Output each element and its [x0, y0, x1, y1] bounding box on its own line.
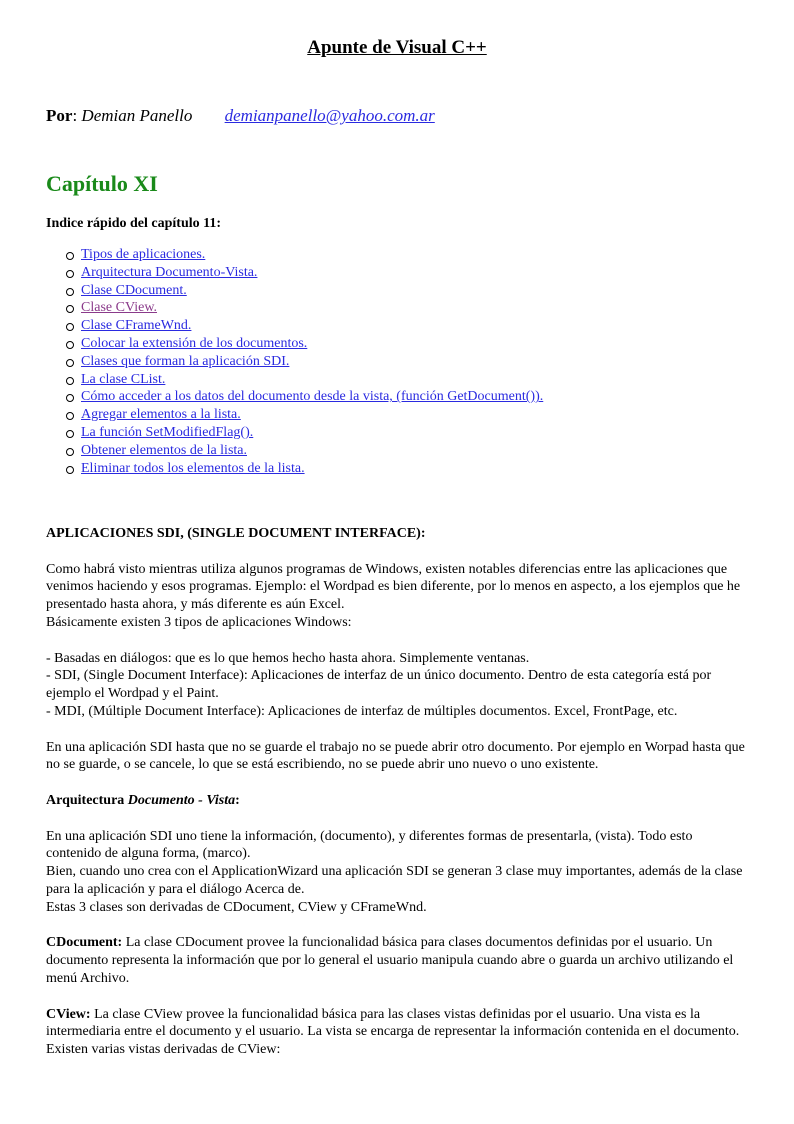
section-heading-sdi: APLICACIONES SDI, (SINGLE DOCUMENT INTERFACE):	[46, 526, 426, 541]
term-cview: CView:	[46, 1006, 91, 1022]
paragraph-line: Como habrá visto mientras utiliza algunos programas de Windows, existen notables diferencias entre las aplicaciones que	[46, 561, 728, 577]
author-separator: :	[72, 106, 78, 125]
toc-link-tipos-aplicaciones[interactable]: Tipos de aplicaciones.	[81, 247, 206, 262]
heading-italic: Documento - Vista	[127, 792, 236, 808]
toc-link-extension[interactable]: Colocar la extensión de los documentos.	[81, 335, 308, 351]
toc-link-cdocument[interactable]: Clase CDocument.	[81, 282, 187, 298]
toc-link-getdocument[interactable]: Cómo acceder a los datos del documento desde la vista, (función GetDocument()).	[81, 389, 544, 405]
paragraph-line: no se guarde, o se cancele, lo que se está escribiendo, no se puede abrir uno nuevo o uno existente.	[46, 757, 599, 773]
toc-item	[46, 246, 543, 264]
page-title: Apunte de Visual C++	[307, 37, 487, 58]
toc-item	[46, 424, 543, 442]
cdocument-text: La clase CDocument provee la funcionalidad básica para clases documentos definidas por el usuario. Un	[122, 935, 713, 951]
toc-item	[46, 442, 543, 460]
toc-item	[46, 282, 543, 300]
paragraph-line: para la aplicación y para el diálogo Acerca de.	[46, 881, 305, 897]
toc-item	[46, 388, 543, 406]
paragraph-line: Existen varias vistas derivadas de CView:	[46, 1042, 281, 1058]
toc-item	[46, 335, 543, 353]
toc-item	[46, 264, 543, 282]
paragraph-line: presentado hasta ahora, y más diferente es aún Excel.	[46, 597, 345, 613]
heading-suffix: :	[235, 792, 240, 808]
paragraph-line: venimos haciendo y esos programas. Ejemplo: el Wordpad es bien diferente, por lo menos en aspecto, a los ejemplos que he	[46, 579, 741, 595]
toc-link-cview[interactable]: Clase CView.	[81, 300, 158, 316]
table-of-contents	[46, 246, 543, 477]
toc-item	[46, 299, 543, 317]
paragraph-line: Básicamente existen 3 tipos de aplicaciones Windows:	[46, 614, 352, 630]
paragraph-line: - SDI, (Single Document Interface): Aplicaciones de interfaz de un único documento. Dentro de esta categoría está por	[46, 668, 712, 684]
toc-link-clases-sdi[interactable]: Clases que forman la aplicación SDI.	[81, 353, 290, 369]
toc-link-arquitectura[interactable]: Arquitectura Documento-Vista.	[81, 264, 258, 280]
toc-item	[46, 406, 543, 424]
paragraph-line	[46, 1006, 758, 1024]
paragraph-line: En una aplicación SDI uno tiene la información, (documento), y diferentes formas de presentarla, (vista). Todo esto	[46, 828, 693, 844]
author-name: Demian Panello	[81, 106, 193, 125]
heading-prefix: Arquitectura	[46, 792, 128, 808]
paragraph-line: contenido de alguna forma, (marco).	[46, 846, 251, 862]
paragraph-line: ejemplo el Wordpad y el Paint.	[46, 686, 219, 702]
toc-item	[46, 317, 543, 335]
author-email-link[interactable]: demianpanello@yahoo.com.ar	[224, 106, 435, 125]
cview-text: La clase CView provee la funcionalidad básica para las clases vistas definidas por el usuario. Una vista es la	[90, 1006, 701, 1022]
paragraph-line: Estas 3 clases son derivadas de CDocument, CView y CFrameWnd.	[46, 899, 427, 915]
paragraph-line: En una aplicación SDI hasta que no se guarde el trabajo no se puede abrir otro documento. Por ejemplo en Worpad hasta que	[46, 739, 745, 755]
document-body	[46, 525, 758, 1059]
toc-item	[46, 371, 543, 389]
toc-link-eliminar[interactable]: Eliminar todos los elementos de la lista.	[81, 460, 305, 476]
term-cdocument: CDocument:	[46, 935, 123, 951]
paragraph-line: menú Archivo.	[46, 970, 130, 986]
paragraph-line: - MDI, (Múltiple Document Interface): Aplicaciones de interfaz de múltiples documentos. Excel, FrontPage, etc.	[46, 703, 678, 719]
index-title: Indice rápido del capítulo 11:	[46, 216, 222, 231]
toc-item	[46, 353, 543, 371]
toc-link-obtener[interactable]: Obtener elementos de la lista.	[81, 442, 247, 458]
toc-link-clist[interactable]: La clase CList.	[81, 371, 166, 387]
toc-item	[46, 460, 543, 478]
author-label: Por	[46, 106, 73, 125]
paragraph-line: Bien, cuando uno crea con el ApplicationWizard una aplicación SDI se generan 3 clase muy importantes, además de la clase	[46, 864, 743, 880]
author-line	[46, 107, 435, 125]
toc-link-setmodifiedflag[interactable]: La función SetModifiedFlag().	[81, 424, 254, 440]
paragraph-line	[46, 934, 758, 952]
paragraph-line: - Basadas en diálogos: que es lo que hemos hecho hasta ahora. Simplemente ventanas.	[46, 650, 530, 666]
toc-link-cframewnd[interactable]: Clase CFrameWnd.	[81, 318, 192, 334]
paragraph-line: documento representa la información que por lo general el usuario manipula cuando abre o guarda un archivo utilizando el	[46, 953, 734, 969]
chapter-heading: Capítulo XI	[46, 171, 158, 196]
paragraph-line: intermediaria entre el documento y el usuario. La vista se encarga de representar la información contenida en el documento.	[46, 1024, 740, 1040]
section-heading-arquitectura	[46, 792, 758, 810]
toc-link-agregar[interactable]: Agregar elementos a la lista.	[81, 407, 241, 423]
